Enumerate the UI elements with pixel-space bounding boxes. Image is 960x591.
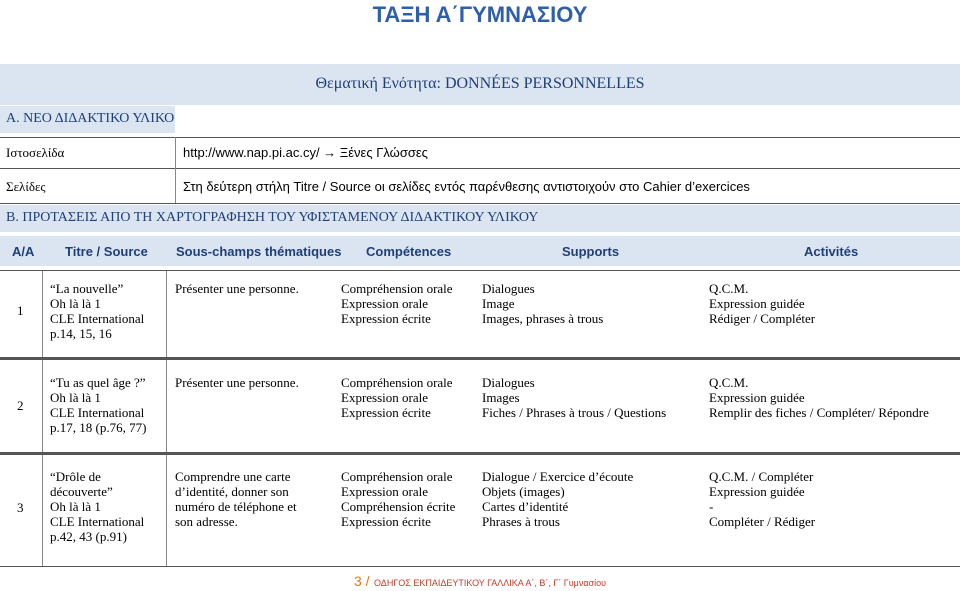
section-b-label: Β. ΠΡΟΤΑΣΕΙΣ ΑΠΟ ΤΗ ΧΑΡΤΟΓΡΑΦΗΣΗ ΤΟΥ ΥΦΙΣΤΑΜΕΝΟΥ ΔΙΔΑΚΤΙΚΟΥ ΥΛΙΚΟΥ <box>6 210 539 225</box>
row-competences: Compréhension orale Expression orale Expression écrite <box>341 281 453 326</box>
table-header <box>0 236 960 266</box>
row-sous-champs: Présenter une personne. <box>175 375 299 390</box>
page-footer <box>0 573 960 591</box>
section-a-heading <box>0 106 175 133</box>
website-label: Ιστοσελίδα <box>6 145 65 160</box>
row-number: 1 <box>17 303 24 318</box>
row-supports: Dialogues Images Fiches / Phrases à trous / Questions <box>482 375 667 420</box>
theme-bar <box>0 64 960 105</box>
row-number: 2 <box>17 398 24 413</box>
row-number: 3 <box>17 500 24 515</box>
divider <box>0 566 960 567</box>
row-competences: Compréhension orale Expression orale Compréhension écrite Expression écrite <box>341 469 456 529</box>
col-supports: Supports <box>562 244 620 259</box>
divider <box>0 168 960 169</box>
divider <box>42 270 43 566</box>
row-titre: “La nouvelle” Oh là là 1 CLE International p.14, 15, 16 <box>50 281 145 341</box>
website-row <box>0 138 960 168</box>
document-title: ΤΑΞΗ Α΄ΓΥΜΝΑΣΙΟΥ <box>372 2 588 27</box>
divider <box>0 270 960 271</box>
divider <box>0 203 960 204</box>
divider <box>0 357 960 360</box>
row-supports: Dialogues Image Images, phrases à trous <box>482 281 604 326</box>
divider <box>166 270 167 566</box>
row-sous-champs: Présenter une personne. <box>175 281 299 296</box>
divider <box>0 452 960 455</box>
pages-row <box>0 172 960 202</box>
row-activites: Q.C.M. Expression guidée Rédiger / Compléter <box>709 281 816 326</box>
row-titre: “Tu as quel âge ?” Oh là là 1 CLE International p.17, 18 (p.76, 77) <box>50 375 147 435</box>
row-titre: “Drôle de découverte” Oh là là 1 CLE International p.42, 43 (p.91) <box>50 469 145 544</box>
footer-text: ΟΔΗΓΟΣ ΕΚΠΑΙΔΕΥΤΙΚΟΥ ΓΑΛΛΙΚΑ Α΄, Β΄, Γ΄ Γυμνασίου <box>374 578 607 588</box>
row-supports: Dialogue / Exercice d’écoute Objets (images) Cartes d’identité Phrases à trous <box>482 469 634 529</box>
divider <box>175 137 176 203</box>
pages-label: Σελίδες <box>6 179 46 194</box>
row-activites: Q.C.M. Expression guidée Remplir des fiches / Compléter/ Répondre <box>709 375 929 420</box>
pages-value: Στη δεύτερη στήλη Titre / Source οι σελίδες εντός παρένθεσης αντιστοιχούν στο Cahier d’exercices <box>183 179 750 194</box>
col-num: Α/Α <box>12 244 35 259</box>
col-comp: Compétences <box>366 244 452 259</box>
row-activites: Q.C.M. / Compléter Expression guidée - Compléter / Rédiger <box>709 469 816 529</box>
section-a-label: Α. ΝΕΟ ΔΙΔΑΚΤΙΚΟ ΥΛΙΚΟ <box>6 111 175 126</box>
col-activites: Activités <box>804 244 859 259</box>
website-link[interactable]: http://www.nap.pi.ac.cy/ → Ξένες Γλώσσες <box>183 145 428 160</box>
col-titre: Titre / Source <box>65 244 148 259</box>
theme-title: Θεματική Ενότητα: DONNÉES PERSONNELLES <box>315 75 645 92</box>
page-number: 3 / <box>353 573 370 589</box>
row-sous-champs: Comprendre une carte d’identité, donner son numéro de téléphone et son adresse. <box>175 469 297 529</box>
col-sous: Sous-champs thématiques <box>176 244 342 259</box>
row-competences: Compréhension orale Expression orale Expression écrite <box>341 375 453 420</box>
section-b-heading <box>0 205 960 232</box>
